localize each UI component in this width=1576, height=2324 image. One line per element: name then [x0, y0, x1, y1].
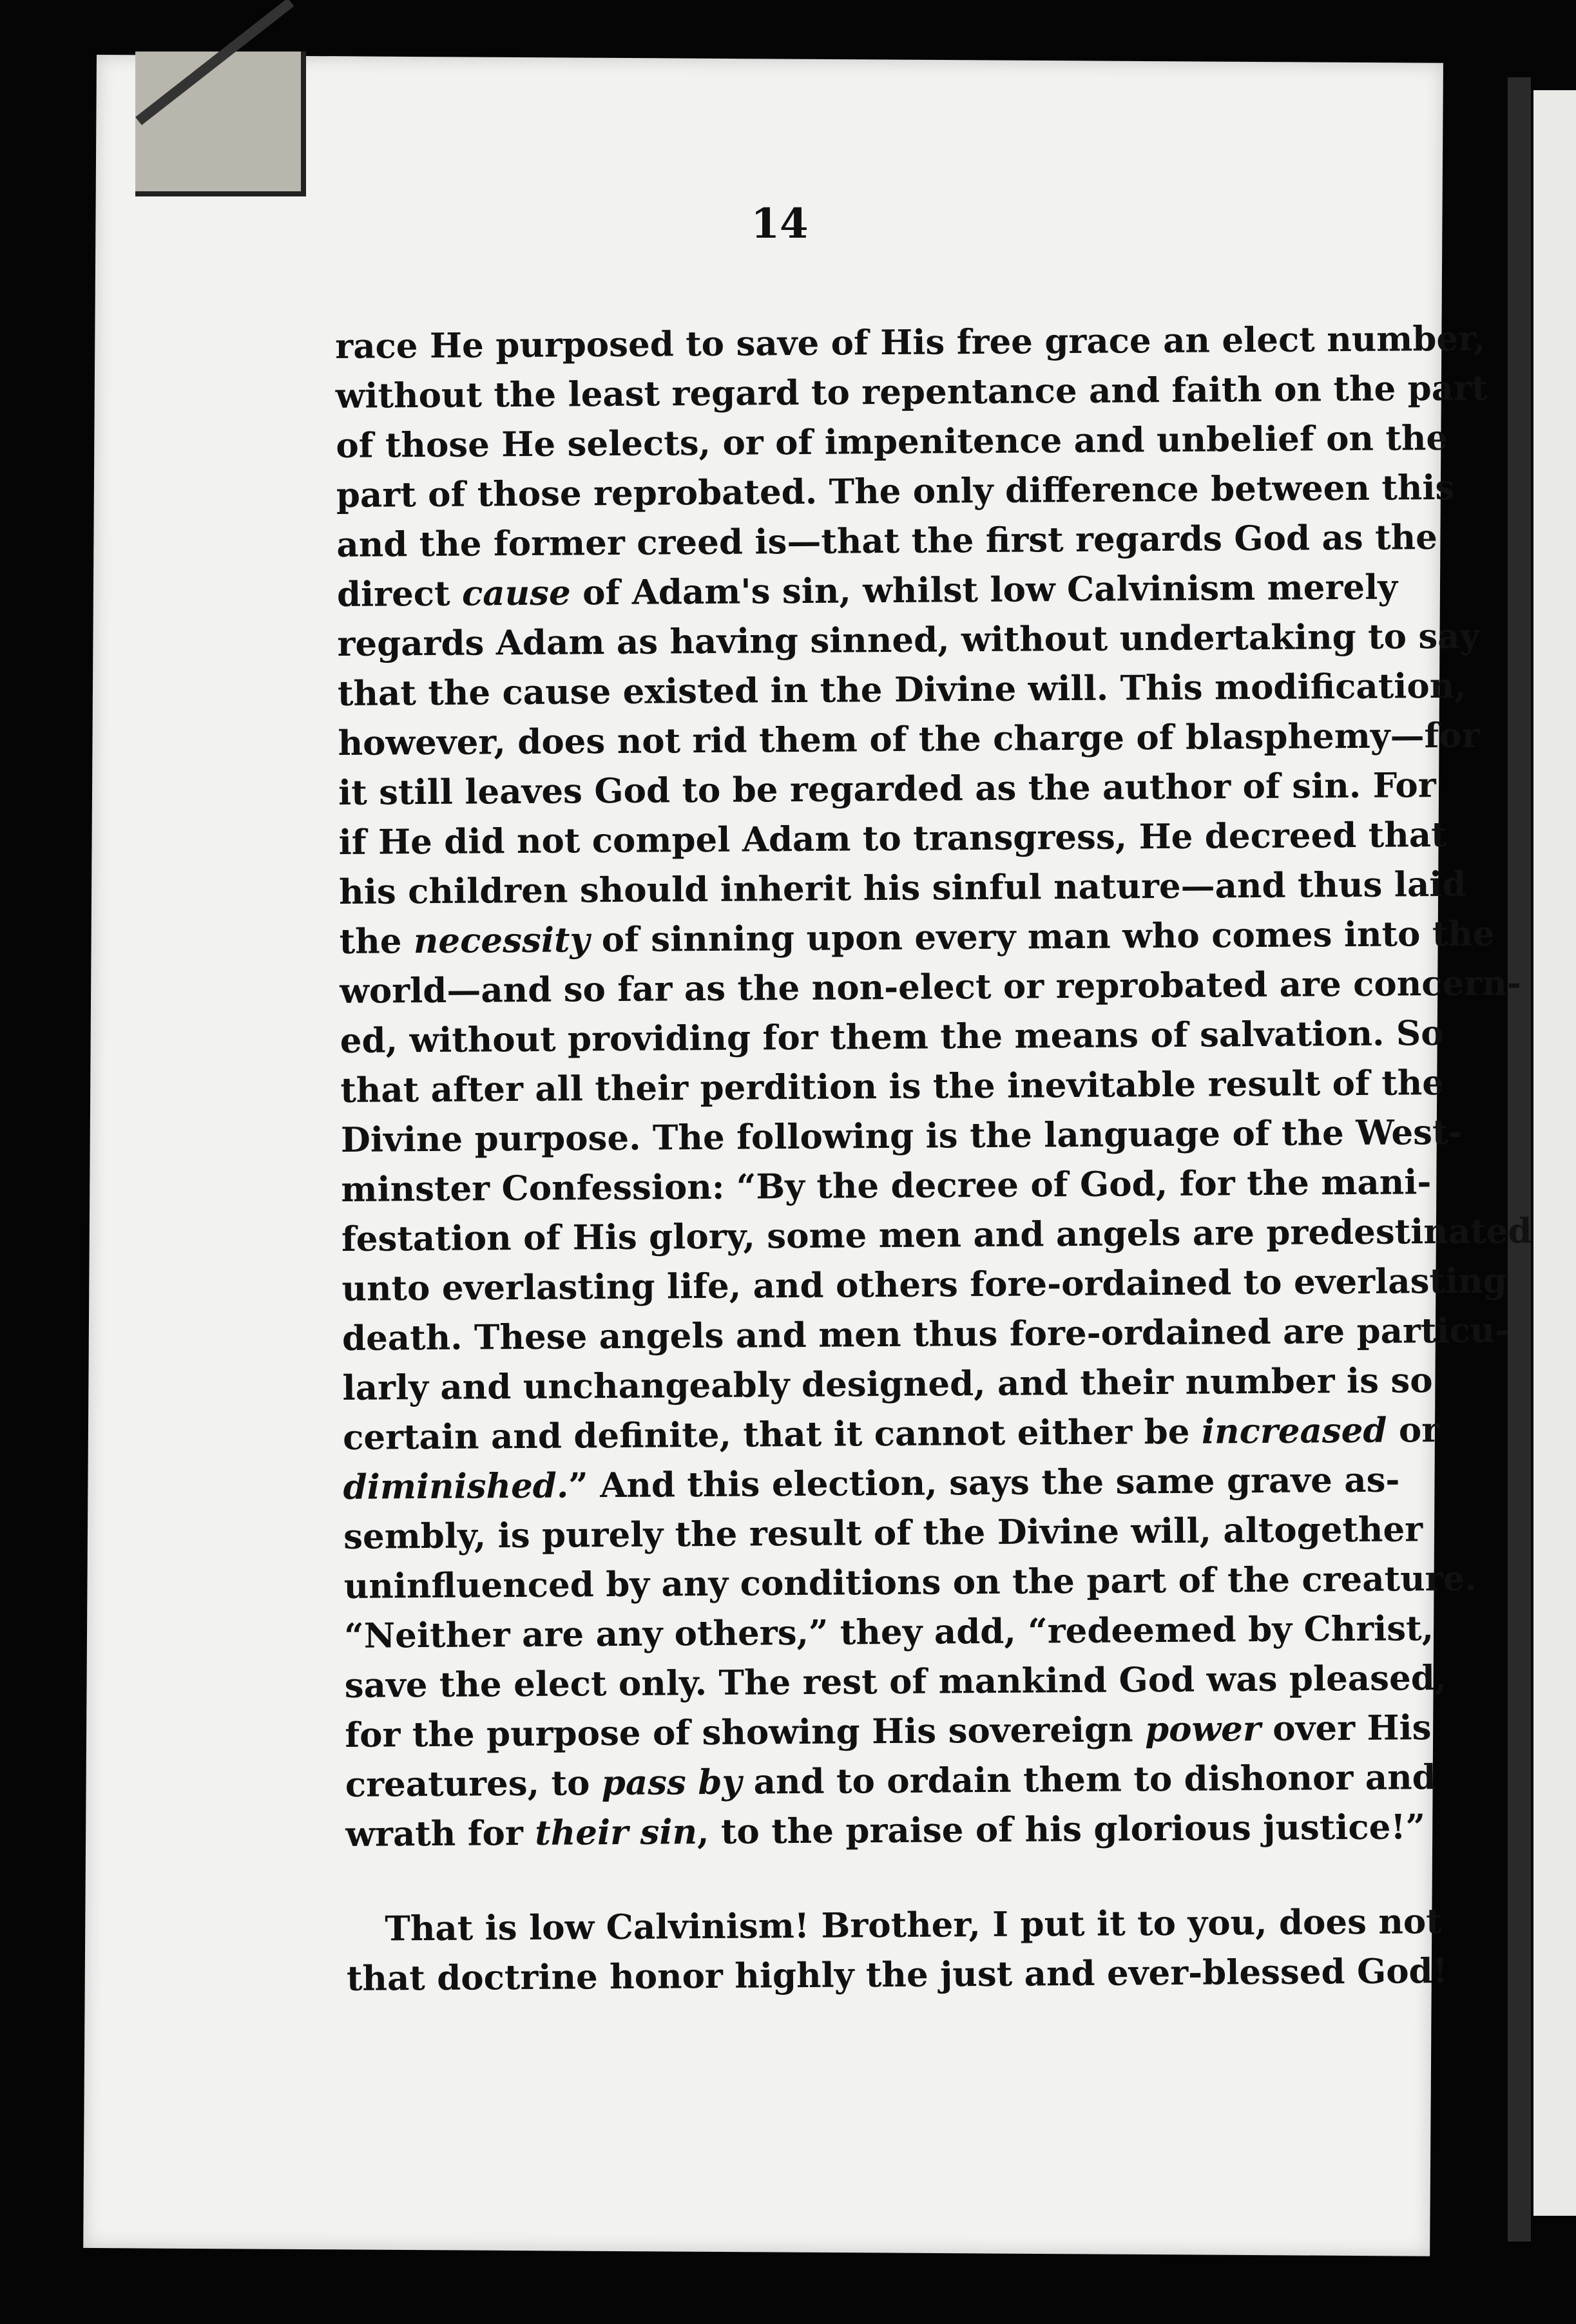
text-segment: part of those reprobated. The only difference between this [336, 467, 1455, 515]
text-line [341, 1257, 1507, 1314]
text-segment: that the cause existed in the Divine will. This modification, [337, 665, 1466, 714]
text-segment: of Adam's sin, whilst low Calvinism merely [570, 567, 1398, 613]
text-line [338, 861, 1466, 917]
emphasis-text: pass by [601, 1762, 742, 1804]
text-line [344, 1605, 1434, 1661]
text-line [344, 1654, 1447, 1711]
text-segment: regards Adam as having sinned, without undertaking to say [337, 616, 1480, 664]
text-segment: uninfluenced by any conditions on the part of the creature. [343, 1558, 1477, 1606]
text-segment: ed, without providing for them the means of salvation. So [340, 1013, 1444, 1061]
text-segment: race He purposed to save of His free grace an elect number, [335, 318, 1486, 367]
text-line [338, 712, 1480, 768]
text-line [335, 365, 1488, 421]
text-segment: “Neither are any others,” they add, “redeemed by Christ, [344, 1608, 1434, 1656]
text-segment: without the least regard to repentance and faith on the part [335, 368, 1488, 416]
folded-corner [135, 52, 306, 196]
emphasis-text: cause [461, 573, 571, 614]
emphasis-text: diminished. [343, 1465, 569, 1507]
text-segment: or [1387, 1410, 1440, 1451]
paragraph-gap [346, 1853, 1325, 1905]
text-line [345, 1803, 1426, 1860]
text-line [338, 761, 1436, 818]
text-segment: it still leaves God to be regarded as the author of sin. For [338, 765, 1436, 813]
text-line [340, 1109, 1463, 1165]
text-segment: that doctrine honor highly the just and ever-blessed God! [346, 1951, 1448, 1999]
text-segment: that after all their perdition is the inevitable result of the [340, 1063, 1445, 1110]
text-line [336, 414, 1448, 471]
emphasis-text: their sin [535, 1812, 698, 1853]
text-line [341, 1307, 1510, 1364]
text-line [343, 1456, 1400, 1512]
text-segment: and the former creed is—that the first regards God as the [336, 517, 1438, 565]
text-line [340, 1009, 1444, 1066]
text-line [341, 1208, 1532, 1264]
text-line [339, 910, 1495, 967]
page-body [335, 315, 1532, 2004]
text-segment: if He did not compel Adam to transgress, He decreed that [338, 814, 1447, 862]
text-line [345, 1753, 1436, 1810]
text-line [335, 315, 1486, 372]
paragraph-1 [335, 315, 1532, 1860]
text-segment: his children should inherit his sinful nature—and thus laid [338, 864, 1466, 912]
text-segment: That is low Calvinism! Brother, I put it to you, does not [385, 1901, 1442, 1949]
text-line [337, 662, 1466, 719]
text-segment: however, does not rid them of the charge of blasphemy—for [338, 715, 1480, 763]
text-segment: over His [1260, 1708, 1432, 1749]
text-segment: larly and unchangeably designed, and their number is so [342, 1360, 1433, 1408]
page-number: 14 [751, 200, 809, 248]
text-segment: death. These angels and men thus fore-ordained are particu- [341, 1310, 1510, 1358]
text-segment: creatures, to [345, 1763, 602, 1805]
text-segment: certain and definite, that it cannot either be [342, 1411, 1202, 1458]
text-segment: direct [336, 573, 463, 614]
text-segment: unto everlasting life, and others fore-ordained to everlasting [341, 1261, 1507, 1309]
emphasis-text: necessity [413, 920, 590, 962]
text-segment: of those He selects, or of impenitence and unbelief on the [336, 417, 1448, 466]
text-segment: and to ordain them to dishonor and [741, 1757, 1436, 1802]
text-line [343, 1505, 1423, 1562]
text-segment: sembly, is purely the result of the Divine will, altogether [343, 1509, 1423, 1557]
text-line [342, 1357, 1433, 1413]
facing-page-edge [1533, 90, 1576, 2216]
text-segment: world—and so far as the non-elect or reprobated are concern- [340, 963, 1521, 1011]
text-segment: save the elect only. The rest of mankind God was pleased, [344, 1658, 1447, 1706]
text-line [338, 811, 1447, 868]
text-segment: festation of His glory, some men and angels are predestinated [341, 1211, 1532, 1259]
text-segment: the [339, 921, 414, 962]
text-line [337, 613, 1480, 669]
text-segment: ” And this election, says the same grave as- [568, 1460, 1400, 1506]
text-line [340, 960, 1521, 1016]
text-line [342, 1406, 1440, 1463]
paragraph-2 [346, 1898, 1448, 2004]
text-segment: of sinning upon every man who comes into the [590, 913, 1495, 960]
text-line [340, 1059, 1445, 1116]
text-line [345, 1704, 1432, 1760]
text-segment: wrath for [345, 1813, 535, 1854]
text-line [336, 563, 1398, 620]
emphasis-text: power [1144, 1709, 1261, 1750]
text-segment: for the purpose of showing His sovereign [345, 1710, 1146, 1755]
text-segment: , to the praise of his glorious justice!” [697, 1807, 1426, 1853]
page-gutter-shadow [1508, 77, 1531, 2242]
text-line [343, 1555, 1477, 1612]
text-segment: Divine purpose. The following is the language of the West- [340, 1112, 1463, 1160]
text-line [346, 1947, 1448, 2004]
text-line [346, 1898, 1442, 1954]
text-line [341, 1158, 1432, 1215]
emphasis-text: increased [1201, 1410, 1387, 1452]
text-line [336, 513, 1438, 570]
text-line [336, 464, 1455, 520]
text-segment: minster Confession: “By the decree of God, for the mani- [341, 1162, 1432, 1210]
